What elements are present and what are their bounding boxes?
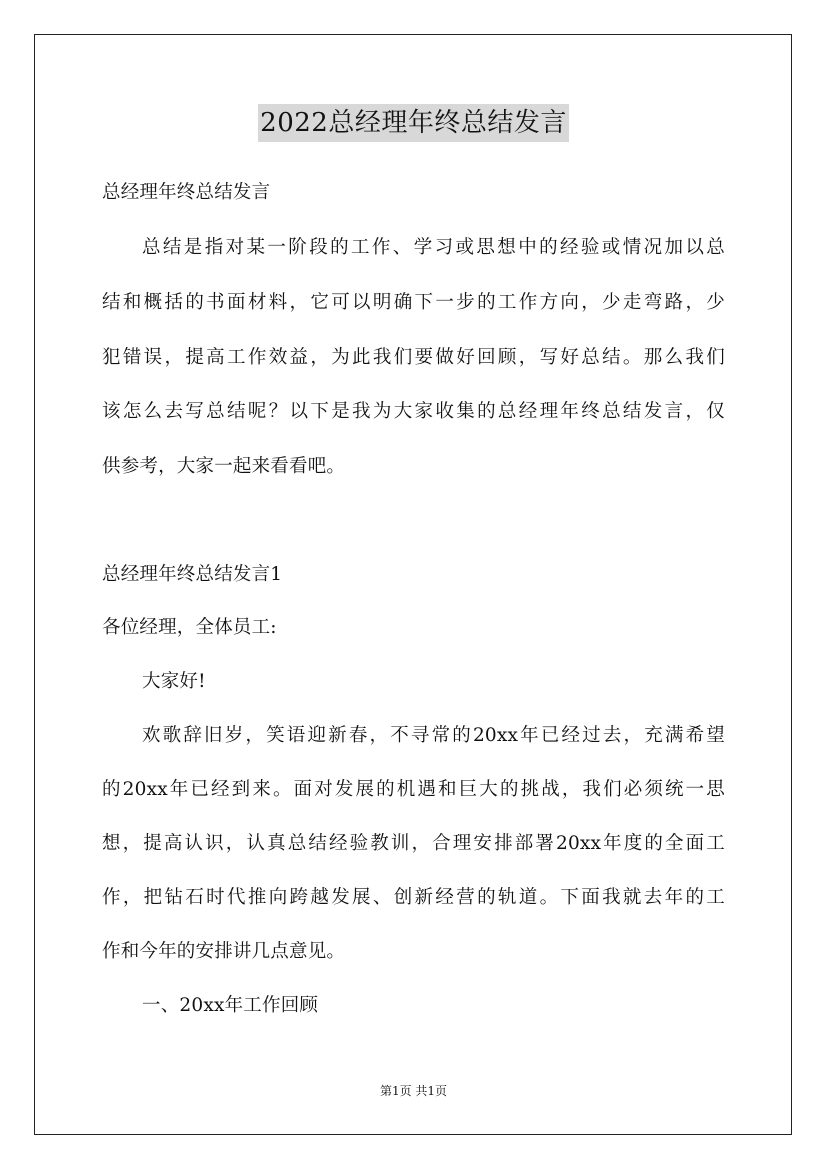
intro-line-5: 供参考，大家一起来看看吧。: [102, 456, 346, 477]
title-container: [0, 104, 827, 142]
page-footer: 第1页 共1页: [379, 1084, 448, 1098]
salutation: 各位经理，全体员工:: [102, 617, 277, 638]
intro-line-3: 犯错误，提高工作效益，为此我们要做好回顾，写好总结。那么我们: [102, 347, 725, 368]
document-subtitle: 总经理年终总结发言: [102, 182, 271, 203]
intro-line-4: 该怎么去写总结呢？以下是我为大家收集的总经理年终总结发言，仅: [102, 401, 725, 422]
body-line-5: 作和今年的安排讲几点意见。: [102, 941, 346, 962]
body-line-2: 的20xx年已经到来。面对发展的机遇和巨大的挑战，我们必须统一思: [102, 779, 725, 800]
body-line-4: 作，把钻石时代推向跨越发展、创新经营的轨道。下面我就去年的工: [102, 887, 725, 908]
body-line-1: 欢歌辞旧岁，笑语迎新春，不寻常的20xx年已经过去，充满希望: [142, 725, 725, 746]
intro-line-2: 结和概括的书面材料，它可以明确下一步的工作方向，少走弯路，少: [102, 292, 725, 313]
body-line-3: 想，提高认识，认真总结经验教训，合理安排部署20xx年度的全面工: [102, 833, 725, 854]
greeting: 大家好!: [142, 671, 206, 692]
heading-one: 一、20xx年工作回顾: [142, 995, 319, 1016]
intro-line-1: 总结是指对某一阶段的工作、学习或思想中的经验或情况加以总: [142, 237, 725, 258]
document-title: 2022总经理年终总结发言: [258, 104, 569, 142]
section-title: 总经理年终总结发言1: [102, 564, 283, 585]
